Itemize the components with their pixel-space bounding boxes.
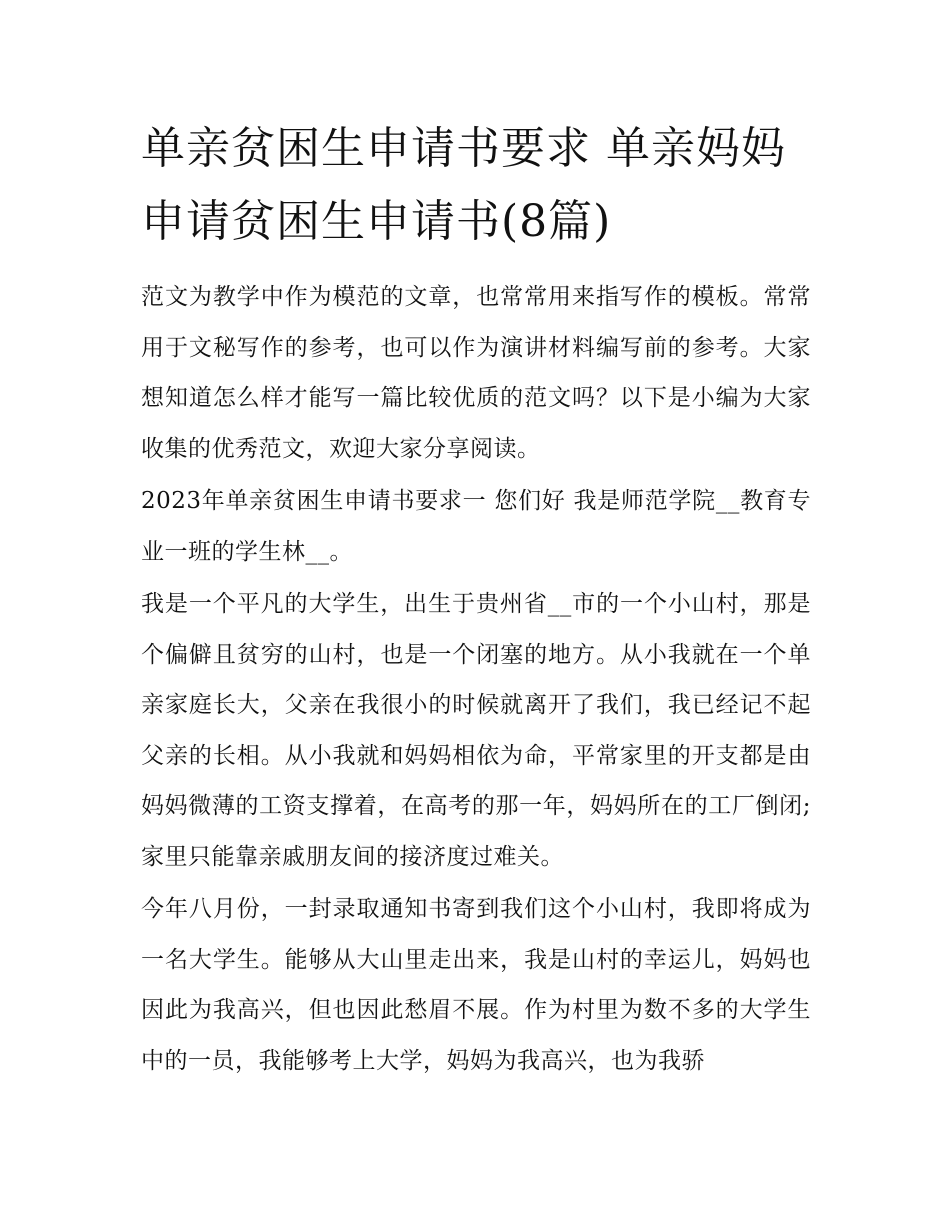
- paragraph-background: 我是一个平凡的大学生，出生于贵州省__市的一个小山村，那是个偏僻且贫穷的山村，也是一个闭塞的地方。从小我就在一个单亲家庭长大，父亲在我很小的时候就离开了我们，我已经记不起父亲的长相。从小我就和妈妈相依为命，平常家里的开支都是由妈妈微薄的工资支撑着，在高考的那一年，妈妈所在的工厂倒闭;家里只能靠亲戚朋友间的接济度过难关。: [141, 591, 811, 870]
- document-title: 单亲贫困生申请书要求 单亲妈妈申请贫困生申请书(8篇): [141, 123, 786, 247]
- paragraph-greeting: 2023年单亲贫困生申请书要求一 您们好 我是师范学院__教育专业一班的学生林__。: [141, 488, 811, 565]
- document-body: [141, 112, 811, 1088]
- paragraph-admission: 今年八月份，一封录取通知书寄到我们这个小山村，我即将成为一名大学生。能够从大山里走出来，我是山村的幸运儿，妈妈也因此为我高兴，但也因此愁眉不展。作为村里为数不多的大学生中的一员，我能够考上大学，妈妈为我高兴，也为我骄: [141, 896, 811, 1074]
- paragraph-intro: 范文为教学中作为模范的文章，也常常用来指写作的模板。常常用于文秘写作的参考，也可以作为演讲材料编写前的参考。大家想知道怎么样才能写一篇比较优质的范文吗？以下是小编为大家收集的优秀范文，欢迎大家分享阅读。: [141, 284, 811, 462]
